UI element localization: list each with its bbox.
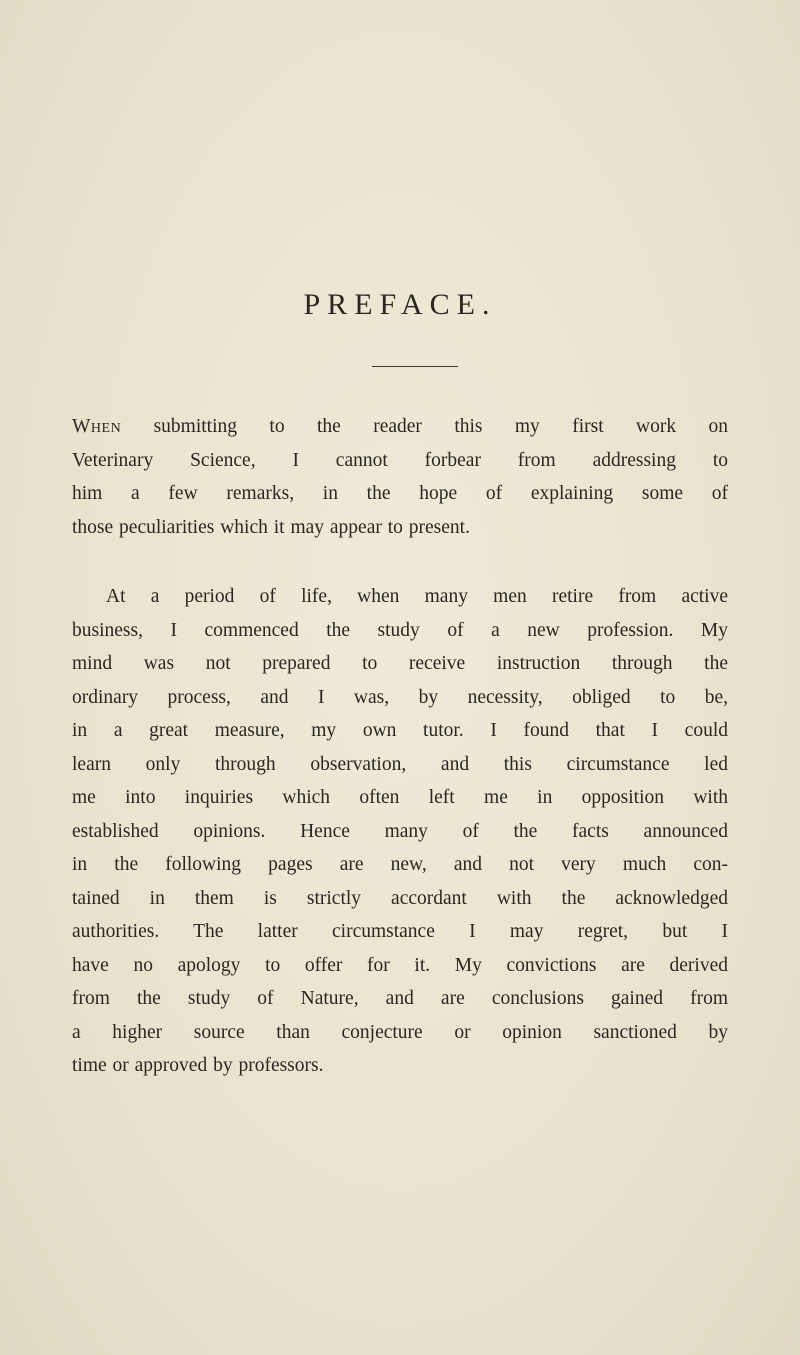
paragraph-2-line-8: established opinions. Hence many of the facts announced bbox=[72, 820, 728, 842]
paragraph-2-line-4: ordinary process, and I was, by necessity, obliged to be, bbox=[72, 686, 728, 708]
paragraph-2 bbox=[72, 580, 728, 1083]
paragraph-2-line-14: a higher source than conjecture or opinion sanctioned by bbox=[72, 1021, 728, 1043]
paragraph-1-line-1-text: submitting to the reader this my first work on bbox=[153, 416, 729, 437]
paragraph-2-line-15: time or approved by professors. bbox=[72, 1055, 324, 1076]
page-title: PREFACE. bbox=[303, 288, 497, 321]
paragraph-2-line-13: from the study of Nature, and are conclusions gained from bbox=[72, 988, 728, 1009]
title-rule bbox=[372, 366, 458, 367]
paragraph-2-line-1: At a period of life, when many men retire from active bbox=[106, 586, 728, 607]
paragraph-1-line-2: Veterinary Science, I cannot forbear from addressing to bbox=[72, 449, 728, 471]
paragraph-2-line-12: have no apology to offer for it. My convictions are derived bbox=[72, 954, 728, 976]
paragraph-1 bbox=[72, 410, 728, 544]
paragraph-1-lead-word: When bbox=[72, 416, 122, 437]
paragraph-2-line-3: mind was not prepared to receive instruction through the bbox=[72, 653, 728, 674]
paragraph-2-line-9: in the following pages are new, and not very much con- bbox=[72, 854, 728, 875]
paragraph-2-line-5: in a great measure, my own tutor. I found that I could bbox=[72, 720, 728, 741]
paragraph-2-line-10: tained in them is strictly accordant with the acknowledged bbox=[72, 887, 728, 909]
paragraph-2-line-11: authorities. The latter circumstance I may regret, but I bbox=[72, 921, 728, 942]
paragraph-1-line-1 bbox=[72, 410, 728, 444]
paragraph-1-line-3: him a few remarks, in the hope of explaining some of bbox=[72, 483, 728, 504]
paragraph-2-line-7: me into inquiries which often left me in opposition with bbox=[72, 787, 728, 808]
paragraph-2-line-6: learn only through observation, and this circumstance led bbox=[72, 753, 728, 775]
paragraph-2-line-2: business, I commenced the study of a new profession. My bbox=[72, 619, 728, 641]
paragraph-1-line-4: those peculiarities which it may appear to present. bbox=[72, 516, 470, 538]
